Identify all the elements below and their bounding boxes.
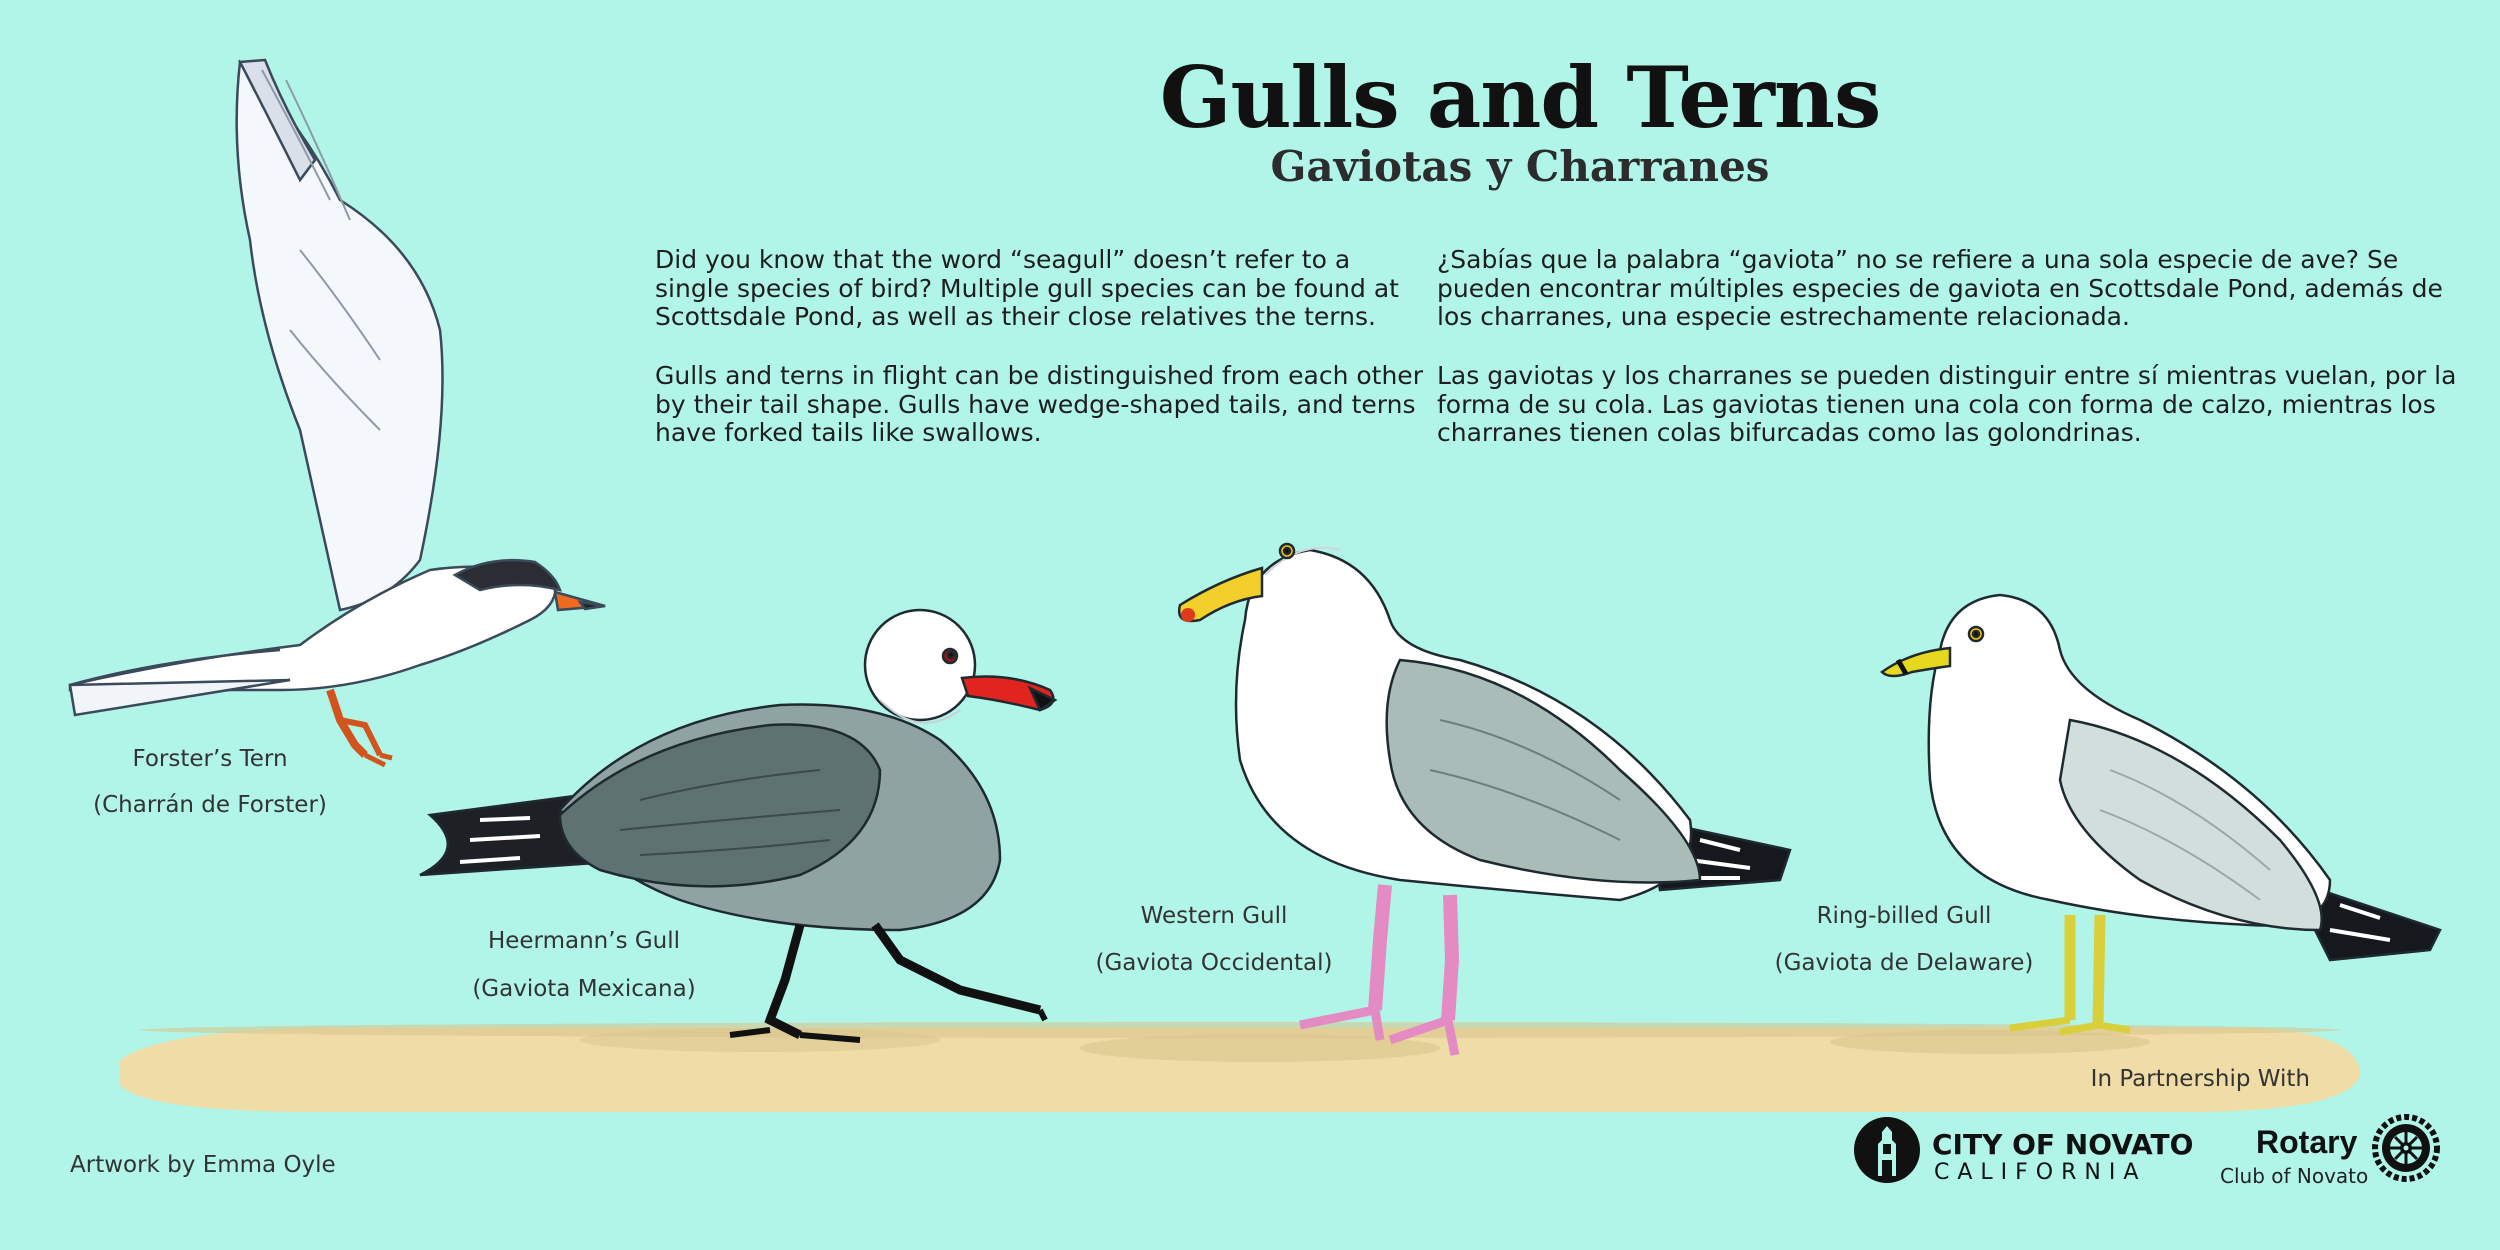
rotary-subtitle: Club of Novato	[2220, 1164, 2369, 1188]
partnership-label: In Partnership With	[2090, 1066, 2310, 1092]
novato-subtitle: CALIFORNIA	[1934, 1160, 2147, 1185]
rotary-club-logo	[2220, 1110, 2440, 1190]
rotary-wheel-icon	[2372, 1114, 2440, 1182]
forsters-tern-label-es: (Charrán de Forster)	[93, 792, 327, 818]
artist-credit: Artwork by Emma Oyle	[70, 1152, 336, 1178]
city-of-novato-logo	[1852, 1114, 2194, 1194]
page-title: Gulls and Terns	[1159, 48, 1881, 147]
novato-name: CITY OF NOVATO	[1932, 1128, 2194, 1161]
novato-seal-icon	[1852, 1114, 1922, 1186]
intro-en-paragraph-1: Did you know that the word “seagull” doesn’t refer to a single species of bird? Multiple gull species can be found at Scottsdale Pond, as well as their close relatives the terns.	[655, 245, 1399, 331]
page-subtitle: Gaviotas y Charranes	[1270, 142, 1770, 191]
western-gull-label: Western Gull	[1140, 903, 1288, 929]
western-gull-illustration	[1179, 544, 1790, 1055]
heermanns-gull-label: Heermann’s Gull	[487, 928, 681, 954]
intro-es-paragraph-1: ¿Sabías que la palabra “gaviota” no se refiere a una sola especie de ave? Se pueden encontrar múltiples especies de gaviota en Scottsdale Pond, además de los charranes, una especie estrechamente relacionada.	[1437, 245, 2443, 331]
western-gull-label-es: (Gaviota Occidental)	[1095, 950, 1333, 976]
intro-es-paragraph-2: Las gaviotas y los charranes se pueden distinguir entre sí mientras vuelan, por la forma de su cola. Las gaviotas tienen una cola con forma de calzo, mientras los charranes tienen colas bifurcadas como las golondrinas.	[1437, 361, 2457, 447]
heermanns-gull-label-es: (Gaviota Mexicana)	[472, 976, 696, 1002]
rotary-name: Rotary	[2256, 1124, 2358, 1160]
sand-ground	[120, 1022, 2360, 1112]
intro-en-paragraph-2: Gulls and terns in flight can be distinguished from each other by their tail shape. Gulls have wedge-shaped tails, and terns have forked tails like swallows.	[655, 361, 1423, 447]
ring-billed-gull-label: Ring-billed Gull	[1816, 903, 1992, 929]
forsters-tern-label: Forster’s Tern	[132, 746, 288, 772]
forsters-tern-illustration	[70, 60, 605, 765]
ring-billed-gull-label-es: (Gaviota de Delaware)	[1774, 950, 2034, 976]
